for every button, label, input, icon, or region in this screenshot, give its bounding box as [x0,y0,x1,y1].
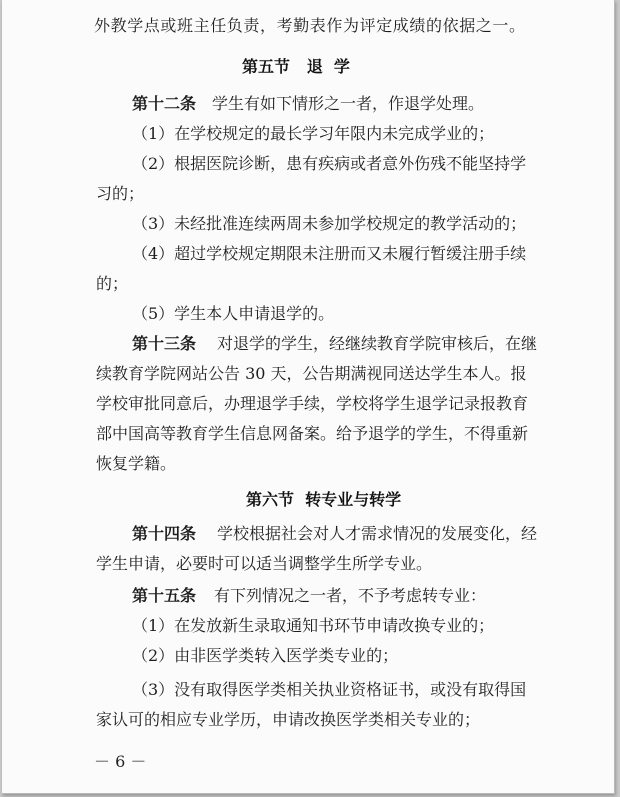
list-item: （4）超过学校规定期限未注册而又未履行暂缓注册手续 [132,244,527,263]
article-text: 学生申请，必要时可以适当调整学生所学专业。 [96,554,433,573]
section-heading: 第五节 退 学 [242,57,350,76]
list-item: （2）根据医院诊断，患有疾病或者意外伤残不能坚持学 [132,154,527,173]
article-label: 第十四条 [132,524,197,543]
list-item: 家认可的相应专业学历，申请改换医学类相关专业的； [96,710,481,729]
page-number: － 6 － [94,752,147,771]
article-text: 对退学的学生，经继续教育学院审核后，在继 [217,334,538,353]
list-item: （3）没有取得医学类相关执业资格证书，或没有取得国 [132,680,527,699]
list-item: （1）在学校规定的最长学习年限内未完成学业的； [132,124,495,143]
list-item: （1）在发放新生录取通知书环节申请改换专业的； [132,616,495,635]
article-text: 学生有如下情形之一者，作退学处理。 [212,94,485,113]
text-line: 外教学点或班主任负责，考勤表作为评定成绩的依据之一。 [94,16,526,35]
article-text: 学校审批同意后，办理退学手续，学校将学生退学记录报教育 [96,394,529,413]
article-label: 第十二条 [132,94,197,113]
list-item: （2）由非医学类转入医学类专业的； [132,646,399,665]
article-text: 部中国高等教育学生信息网备案。给予退学的学生，不得重新 [96,424,529,443]
list-item: 习的； [96,184,145,203]
list-item: （5）学生本人申请退学的。 [132,304,335,323]
article-label: 第十五条 [132,586,197,605]
document-page [2,0,615,794]
article-text: 续教育学院网站公告 30 天，公告期满视同送达学生本人。报 [96,364,527,383]
article-text: 有下列情况之一者，不予考虑转专业： [214,586,487,605]
section-heading: 第六节 转专业与转学 [246,490,402,509]
article-label: 第十三条 [132,334,197,353]
list-item: 的； [96,274,129,293]
article-text: 学校根据社会对人才需求情况的发展变化，经 [217,524,538,543]
list-item: （3）未经批准连续两周未参加学校规定的教学活动的； [132,214,527,233]
article-text: 恢复学籍。 [96,454,177,473]
